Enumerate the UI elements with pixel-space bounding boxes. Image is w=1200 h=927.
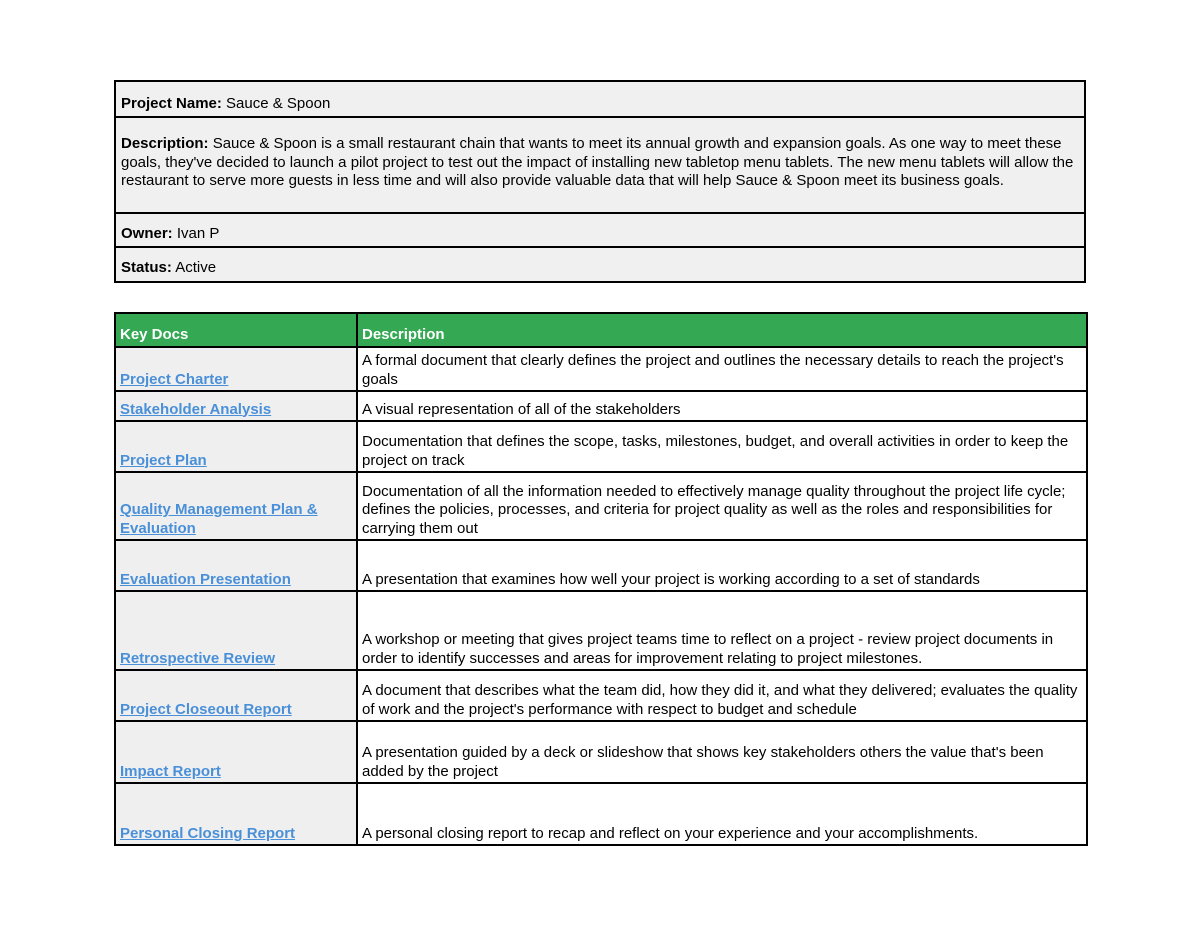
table-row	[115, 421, 1087, 472]
doc-link-impact-report[interactable]: Impact Report	[120, 762, 221, 780]
project-description-value: Sauce & Spoon is a small restaurant chain that wants to meet its annual growth and expansion goals. As one way to meet these goals, they've decided to launch a pilot project to test out the impact of installing new tabletop menu tablets. The new menu tablets will allow the restaurant to serve more guests in less time and will also provide valuable data that will help Sauce & Spoon meet its business goals.	[121, 135, 1074, 189]
doc-link-project-plan[interactable]: Project Plan	[120, 451, 207, 469]
table-row	[115, 721, 1087, 783]
doc-link-project-closeout-report[interactable]: Project Closeout Report	[120, 700, 292, 718]
project-description-label: Description:	[121, 135, 209, 152]
doc-description: Documentation that defines the scope, tasks, milestones, budget, and overall activities in order to keep the project on track	[357, 421, 1087, 472]
doc-description: A formal document that clearly defines the project and outlines the necessary details to reach the project's goals	[357, 347, 1087, 391]
table-row	[115, 472, 1087, 540]
table-row	[115, 391, 1087, 421]
doc-link-quality-management-plan[interactable]: Quality Management Plan & Evaluation	[120, 501, 318, 537]
doc-cell	[115, 591, 357, 670]
project-status-row	[116, 248, 1084, 281]
project-status-label: Status:	[121, 259, 172, 276]
table-row	[115, 540, 1087, 591]
doc-description: A presentation that examines how well your project is working according to a set of standards	[357, 540, 1087, 591]
doc-link-project-charter[interactable]: Project Charter	[120, 370, 229, 388]
doc-link-evaluation-presentation[interactable]: Evaluation Presentation	[120, 570, 291, 588]
project-owner-label: Owner:	[121, 225, 173, 242]
doc-description: A presentation guided by a deck or slideshow that shows key stakeholders others the value that's been added by the project	[357, 721, 1087, 783]
project-owner-value: Ivan P	[176, 225, 220, 242]
doc-cell	[115, 670, 357, 721]
doc-description: A document that describes what the team did, how they did it, and what they delivered; evaluates the quality of work and the project's performance with respect to budget and schedule	[357, 670, 1087, 721]
table-header-row	[115, 313, 1087, 347]
project-name-value: Sauce & Spoon	[226, 95, 331, 112]
doc-link-retrospective-review[interactable]: Retrospective Review	[120, 649, 276, 667]
doc-cell	[115, 391, 357, 421]
project-owner-row	[116, 214, 1084, 248]
doc-description: Documentation of all the information needed to effectively manage quality throughout the project life cycle; defines the policies, processes, and criteria for project quality as well as the roles and responsibilities for carrying them out	[357, 472, 1087, 540]
doc-cell	[115, 472, 357, 540]
table-row	[115, 591, 1087, 670]
doc-link-personal-closing-report[interactable]: Personal Closing Report	[120, 824, 296, 842]
table-row	[115, 670, 1087, 721]
doc-cell	[115, 347, 357, 391]
table-row	[115, 783, 1087, 845]
doc-link-stakeholder-analysis[interactable]: Stakeholder Analysis	[120, 400, 272, 418]
project-description-row	[116, 118, 1084, 214]
project-name-label: Project Name:	[121, 95, 222, 112]
doc-cell	[115, 783, 357, 845]
doc-cell	[115, 421, 357, 472]
project-status-value: Active	[175, 259, 217, 276]
project-info-block	[114, 80, 1086, 283]
description-header: Description	[357, 313, 1087, 347]
key-docs-table	[114, 312, 1088, 846]
key-docs-header: Key Docs	[115, 313, 357, 347]
doc-cell	[115, 721, 357, 783]
doc-description: A personal closing report to recap and reflect on your experience and your accomplishments.	[357, 783, 1087, 845]
project-name-row	[116, 82, 1084, 118]
doc-description: A workshop or meeting that gives project teams time to reflect on a project - review project documents in order to identify successes and areas for improvement relating to project milestones.	[357, 591, 1087, 670]
table-row	[115, 347, 1087, 391]
doc-cell	[115, 540, 357, 591]
doc-description: A visual representation of all of the stakeholders	[357, 391, 1087, 421]
